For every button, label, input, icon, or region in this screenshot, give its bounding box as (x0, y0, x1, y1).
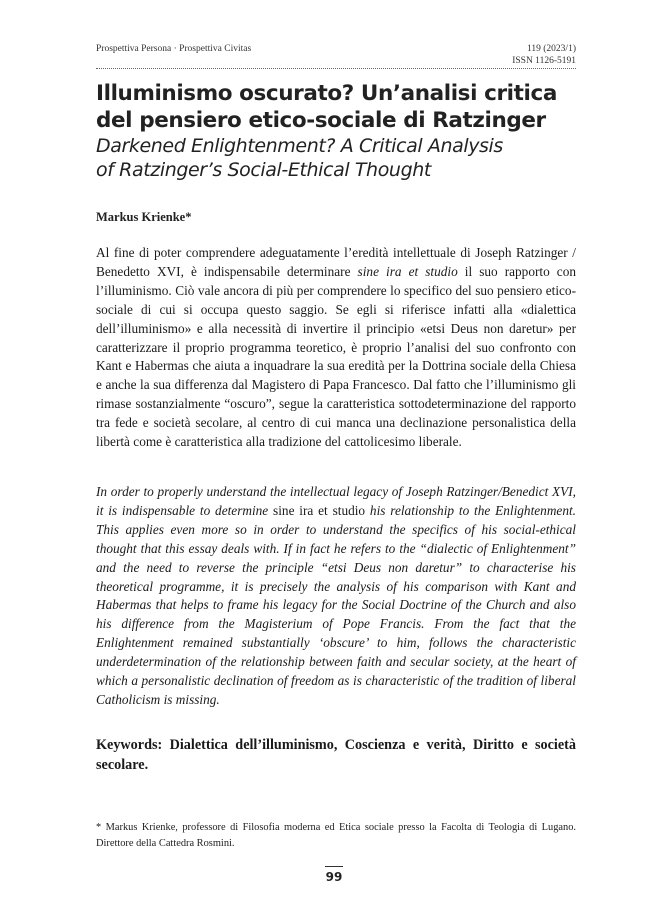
issue-info (512, 44, 576, 67)
issn: ISSN 1126-5191 (512, 55, 576, 66)
page-number-rule (325, 866, 343, 867)
abstract-italian-emphasis: sine ira et studio (357, 263, 458, 279)
abstract-english-part-1: In order to properly understand the intellectual legacy of Joseph Ratzinger/Benedict XVI, it is indispensable to determine (96, 484, 576, 518)
title-italian (96, 80, 580, 134)
title-italian-line-1: Illuminismo oscurato? Un’analisi critica (96, 81, 557, 106)
title-english-line-2: of Ratzinger’s Social-Ethical Thought (96, 159, 431, 181)
abstract-english-part-2: his relationship to the Enlightenment. This applies even more so in order to understand the specifics of his social-ethical thought that this essay deals with. If in fact he refers to the “dialectic of Enlightenment” and the need to reverse the principle “etsi Deus non daretur” to characterise his theoretical programme, it is precisely the analysis of his comparison with Kant and Habermas that helps to frame his legacy for the Social Doctrine of the Church and also his difference from the Magisterium of Pope Francis. From the fact that the Enlightenment remained substantially ‘obscure’ to him, follows the characteristic underdetermination of the relationship between faith and secular society, at the heart of which a personalistic declination of freedom as is characteristic of the tradition of liberal Catholicism is missing. (96, 502, 576, 707)
issue-number: 119 (2023/1) (527, 44, 576, 54)
author-name: Markus Krienke* (96, 210, 192, 224)
abstract-english (96, 483, 576, 710)
title-english (96, 134, 580, 182)
abstract-italian (96, 244, 576, 452)
abstract-italian-part-1: Al fine di poter comprendere adeguatamente l’eredità intellettuale di Joseph Ratzinger / Benedetto XVI, è indispensabile determinare (96, 245, 576, 279)
article-title (96, 80, 580, 182)
journal-name: Prospettiva Persona · Prospettiva Civitas (96, 44, 252, 54)
abstract-english-upright: sine ira et studio (273, 502, 366, 518)
author-footnote: * Markus Krienke, professore di Filosofia moderna ed Etica sociale presso la Facolta di Teologia di Lugano. Direttore della Cattedra Rosmini. (96, 822, 576, 849)
abstract-italian-part-2: il suo rapporto con l’illuminismo. Ciò vale ancora di più per comprendere lo specifico del suo pensiero etico-sociale di cui si occupa questo saggio. Se egli si riferisce infatti alla «dialettica dell’illuminismo» e alla necessità di invertire il principio «etsi Deus non daretur» per caratterizzare il proprio programma teoretico, è proprio l’analisi del suo confronto con Kant e Habermas che aiuta a inquadrare la sua eredità per la Dottrina sociale della Chiesa e anche la sua differenza dal Magistero di Papa Francesco. Dal fatto che l’illuminismo gli rimase sostanzialmente “oscuro”, segue la caratteristica sottodeterminazione del rapporto tra fede e società secolare, al centro di cui manca una declinazione personalistica della libertà come è caratteristica alla tradizione del cattolicesimo liberale. (96, 263, 576, 450)
title-english-line-1: Darkened Enlightenment? A Critical Analysis (96, 135, 503, 157)
header-divider (96, 68, 576, 69)
page-number: 99 (325, 870, 343, 884)
keywords: Keywords: Dialettica dell’illuminismo, Coscienza e verità, Diritto e società secolare. (96, 737, 576, 773)
running-header (96, 44, 576, 74)
title-italian-line-2: del pensiero etico-sociale di Ratzinger (96, 108, 546, 133)
